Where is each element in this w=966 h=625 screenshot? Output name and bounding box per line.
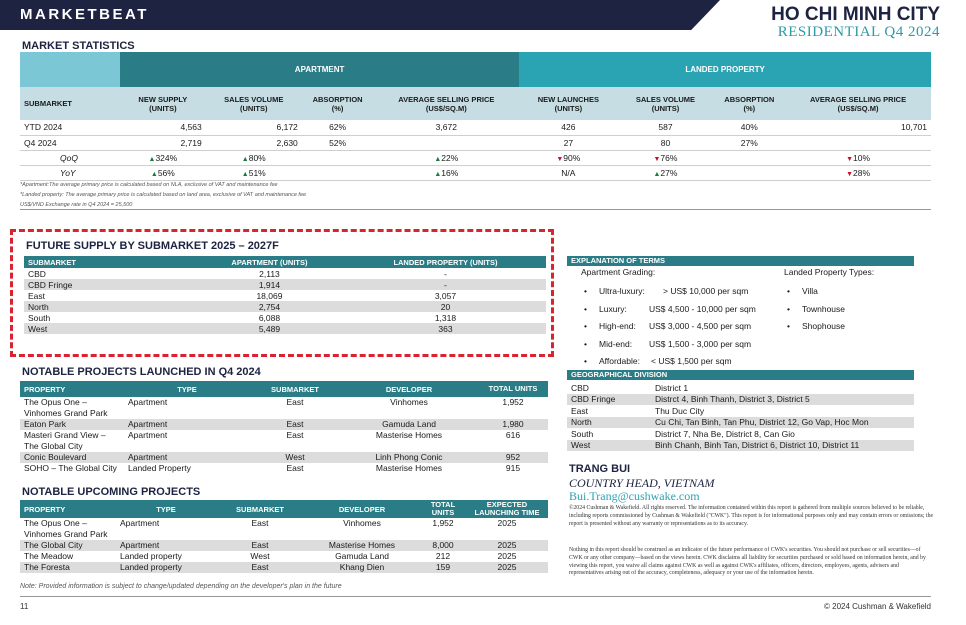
table-cell: East [286,397,304,407]
divider [20,209,931,210]
table-cell: 2025 [466,540,548,551]
city-title: HO CHI MINH CITY [771,4,940,25]
table-cell: Landed property [120,551,182,561]
landed-group-header: LANDED PROPERTY [519,52,931,87]
cell-value: 56% [157,167,175,178]
cell-value: 4,563 [180,122,202,133]
table-cell: West [24,323,194,334]
column-header: TOTAL UNITS [420,500,466,518]
table-row [24,323,546,334]
table-cell: CBD Fringe [24,279,194,290]
table-row [567,417,914,429]
table-cell [714,135,786,150]
apartment-grading-heading: Apartment Grading: [581,267,656,277]
grade-value: US$ 1,500 - 3,000 per sqm [649,338,752,349]
table-cell: The Foresta [20,562,116,573]
table-cell: East [571,405,589,416]
table-cell: Apartment [128,430,168,440]
table-cell [206,120,302,135]
table-cell: CBD Fringe [567,394,651,406]
column-header: EXPECTED LAUNCHING TIME [466,500,548,518]
table-cell: CBD [571,382,589,393]
table-row [24,279,546,290]
table-cell: 2025 [466,562,548,573]
table-cell: East [286,463,304,473]
column-header: PROPERTY [20,381,124,397]
table-cell: South [28,312,51,323]
table-cell [519,120,617,135]
table-cell [785,150,931,165]
table-row [24,312,546,323]
table-cell: 2025 [497,551,517,561]
arrow-down-icon: ▼ [653,155,661,163]
column-header: LANDED PROPERTY (UNITS) [345,256,546,268]
bullet-icon: • [787,303,790,314]
table-cell: District 7, Nha Be, District 8, Can Gio [655,428,795,439]
table-row [24,290,546,301]
grade-value: US$ 3,000 - 4,500 per sqm [649,321,752,331]
table-row [24,301,546,312]
table-row [567,394,914,406]
contact-name: TRANG BUI [569,463,631,475]
cell-value: 52% [329,137,347,148]
table-cell: 952 [478,452,548,463]
cell-value: 27% [740,137,758,148]
table-cell: Apartment [124,452,250,463]
column-header: AVERAGE SELLING PRICE (US$/SQ.M) [373,87,519,120]
table-cell: West [250,452,340,463]
bullet-icon: • [787,286,790,296]
table-cell: 1,980 [478,419,548,430]
cell-value: 62% [329,122,347,133]
apartment-group-header: APARTMENT [120,52,519,87]
table-cell: Eaton Park [20,419,124,430]
table-cell: Gamuda Land [335,551,389,561]
table-cell [617,165,713,180]
table-cell: - [345,279,546,290]
terms-title: EXPLANATION OF TERMS [567,256,914,266]
table-cell: - [444,268,447,279]
bullet-icon: • [584,286,587,296]
arrow-up-icon: ▲ [148,155,156,163]
launched-projects-table [20,381,548,474]
table-cell: Gamuda Land [340,419,478,430]
table-cell: Masteri Grand View – The Global City [24,430,106,451]
future-supply-title: FUTURE SUPPLY BY SUBMARKET 2025 – 2027F [26,240,279,252]
column-header: ABSORPTION (%) [714,87,786,120]
contact-email-link[interactable]: Bui.Trang@cushwake.com [569,489,700,503]
table-cell: 159 [420,562,466,573]
table-cell: Landed property [116,562,216,573]
market-statistics-table [20,52,931,181]
grade-name: Ultra-luxury: [599,286,645,296]
table-cell [302,150,374,165]
column-header: SALES VOLUME (UNITS) [206,87,302,120]
column-header: SUBMARKET [24,256,194,268]
table-row [20,518,548,540]
row-label: Q4 2024 [20,135,120,150]
geo-title: GEOGRAPHICAL DIVISION [567,370,914,380]
table-cell [785,120,931,135]
bullet-icon: • [584,303,587,314]
bullet-icon: • [584,321,587,331]
cell-value: 587 [658,122,673,133]
table-cell: The Opus One – Vinhomes Grand Park [24,397,108,418]
grade-value: US$ 4,500 - 10,000 per sqm [649,303,756,314]
table-cell: 8,000 [420,540,466,551]
grade-value: < US$ 1,500 per sqm [651,356,732,366]
table-row [24,268,546,279]
column-header: DEVELOPER [304,500,420,518]
arrow-up-icon: ▲ [434,170,442,178]
table-cell [785,135,931,150]
table-cell [617,120,713,135]
table-cell: North [567,417,651,429]
cell-value: 6,172 [276,122,298,133]
disclaimer-paragraph: Nothing in this report should be construed as an indicator of the future performance of CWK's securities. You should not purchase or sell securities—of CWK or any other company—based on the views herein. CWK disclaims all liability for securities purchased or sold based on information herein, and by viewing this report, you waive all claims against CWK as well as against CWK's affiliates, officers, directors, employees, agents, advisers and representatives arising out of the accuracy, completeness, adequacy or your use of the information herein. [569,547,926,577]
table-cell: Masterise Homes [375,430,443,440]
table-row [567,382,914,394]
grade-name: Affordable: [599,356,640,366]
table-cell [206,150,302,165]
table-cell [373,150,519,165]
contact-title: COUNTRY HEAD, VIETNAM [569,476,715,490]
table-cell: Cu Chi, Tan Binh, Tan Phu, District 12, Go Vap, Hoc Mon [651,417,914,429]
table-cell: Linh Phong Conic [340,452,478,463]
table-cell [206,165,302,180]
table-row [20,452,548,463]
arrow-down-icon: ▼ [556,155,564,163]
table-cell: East [250,419,340,430]
table-cell: West [250,551,270,561]
table-cell [617,135,713,150]
table-cell: 2,113 [259,268,280,279]
table-cell: The Opus One – Vinhomes Grand Park [24,518,108,539]
table-row [20,463,548,474]
table-cell: Apartment [124,419,250,430]
report-title: RESIDENTIAL Q4 2024 [777,24,940,40]
bullet-icon: • [787,321,790,331]
landed-type: Villa [802,286,818,296]
table-cell [120,150,206,165]
table-cell [519,150,617,165]
table-cell: 1,952 [432,518,454,528]
cell-value: 3,672 [435,122,457,133]
table-cell: 212 [435,551,451,561]
table-cell: Khang Dien [304,562,420,573]
cell-value: 40% [740,122,758,133]
grade-name: Mid-end: [599,338,633,349]
table-cell: 1,914 [194,279,345,290]
cell-value: 2,719 [180,137,202,148]
grade-name: High-end: [599,321,636,331]
note-line: *Apartment:The average primary price is calculated based on NLA, exclusive of VAT and maintenance fee [20,182,278,188]
table-cell: 363 [345,323,546,334]
upcoming-title: NOTABLE UPCOMING PROJECTS [22,486,201,498]
market-statistics-title: MARKET STATISTICS [22,40,135,52]
arrow-up-icon: ▲ [150,170,158,178]
table-cell [302,120,374,135]
cell-value: 80% [248,152,266,163]
column-header: AVERAGE SELLING PRICE (US$/SQ.M) [785,87,931,120]
arrow-up-icon: ▲ [434,155,442,163]
grade-value: > US$ 10,000 per sqm [663,286,749,296]
landed-type: Townhouse [802,303,846,314]
table-cell [617,150,713,165]
row-label: QoQ [20,150,120,165]
table-row [567,440,914,452]
column-header: TYPE [124,381,250,397]
table-cell: Binh Chanh, Binh Tan, District 6, District 10, District 11 [651,440,914,452]
table-cell: 915 [505,463,521,473]
table-cell: CBD [28,268,46,279]
column-header: DEVELOPER [340,381,478,397]
table-cell: 6,088 [258,312,281,323]
table-cell: 616 [505,430,521,440]
table-cell [120,120,206,135]
arrow-down-icon: ▼ [846,170,853,178]
table-cell: Masterise Homes [304,540,420,551]
blank-group-cell [20,52,120,87]
column-header: TOTAL UNITS [478,381,548,397]
arrow-up-icon: ▲ [241,155,249,163]
table-cell: Masterise Homes [375,463,443,473]
table-row [567,405,914,417]
table-cell [373,135,519,150]
footer-note: Note: Provided information is subject to change/updated depending on the developer's plan in the future [20,583,342,590]
cell-value: N/A [561,167,576,178]
column-header-row [20,87,931,120]
cell-value: 426 [561,122,576,133]
grade-name: Luxury: [599,303,627,314]
table-row [20,135,931,150]
table-cell: 3,057 [434,290,457,301]
table-cell: North [24,301,194,312]
table-cell: 2025 [497,518,517,528]
cell-value: 27% [660,167,678,178]
geo-division-table [567,382,914,451]
column-header: NEW SUPPLY (UNITS) [120,87,206,120]
table-cell: SOHO – The Global City [24,463,117,473]
table-row [20,562,548,573]
copyright: © 2024 Cushman & Wakefield [824,602,931,611]
table-cell: 5,489 [194,323,345,334]
row-label: YTD 2024 [20,120,120,135]
table-row [20,430,548,452]
table-cell: East [216,540,304,551]
table-cell: 1,318 [434,312,457,323]
column-header: PROPERTY [20,500,116,518]
table-cell [373,165,519,180]
column-header: ABSORPTION (%) [302,87,374,120]
cell-value: 10,701 [901,122,927,133]
landed-types-heading: Landed Property Types: [784,267,875,277]
column-header: SALES VOLUME (UNITS) [617,87,713,120]
disclaimer-paragraph: ©2024 Cushman & Wakefield. All rights reserved. The information contained within this report is gathered from multiple sources believed to be reliable, including reports commissioned by Cushman & Wakefield ("CWK"). This report is for informational purposes only and may contain errors or omissions; the report is presented without any warranty or representations as to its accuracy. [569,505,934,527]
column-header: TYPE [116,500,216,518]
footer-divider [20,596,931,597]
group-header-row [20,52,931,87]
arrow-up-icon: ▲ [241,170,249,178]
table-row [20,540,548,551]
upcoming-projects-table [20,500,548,573]
future-supply-table [24,256,546,334]
table-cell: Landed Property [128,463,191,473]
cell-value: 51% [248,167,266,178]
cell-value: 10% [853,152,871,163]
table-cell: The Global City [20,540,116,551]
table-row [567,428,914,440]
page-number: 11 [20,602,29,611]
table-cell [373,120,519,135]
table-cell [302,165,374,180]
table-cell [785,165,931,180]
table-row [20,397,548,419]
cell-value: 2,630 [276,137,298,148]
note-line: *Landed property: The average primary price is calculated based on land area, exclusive of VAT and maintenance fee [20,192,307,198]
table-cell: 20 [345,301,546,312]
market-notes [20,180,306,210]
cell-value: 27 [563,137,574,148]
cell-value: 324% [155,152,178,163]
cell-value: 80 [660,137,671,148]
table-row [20,120,931,135]
table-cell: West [567,440,651,452]
row-label: YoY [20,165,120,180]
table-cell [714,150,786,165]
table-cell [714,120,786,135]
table-cell: 18,069 [256,290,283,301]
table-cell: Distrct 4, Binh Thanh, District 3, District 5 [651,394,914,406]
bullet-icon: • [584,338,587,349]
table-cell: Conic Boulevard [20,452,124,463]
table-cell: 2,754 [194,301,345,312]
landed-type: Shophouse [802,321,846,331]
column-header: SUBMARKET [20,87,120,120]
table-cell: East [251,518,269,528]
table-row [20,551,548,562]
table-cell: Thu Duc City [655,405,705,416]
column-header: SUBMARKET [216,500,304,518]
brand-logo-text: MARKETBEAT [20,6,149,23]
table-cell: Apartment [116,540,216,551]
table-cell [714,165,786,180]
cell-value: 22% [441,152,459,163]
table-cell [120,135,206,150]
table-cell: Apartment [120,518,160,528]
table-cell [519,135,617,150]
table-cell: East [216,562,304,573]
table-cell: Vinhomes [343,518,381,528]
table-cell [519,165,617,180]
table-cell [120,165,206,180]
table-cell: District 1 [655,382,689,393]
cell-value: 16% [441,167,459,178]
note-line: US$/VND Exchange rate in Q4 2024 = 25,500 [20,202,133,208]
cell-value: 90% [563,152,581,163]
column-header: NEW LAUNCHES (UNITS) [519,87,617,120]
table-cell: The Meadow [24,551,74,561]
column-header: SUBMARKET [250,381,340,397]
arrow-down-icon: ▼ [846,155,853,163]
table-cell: East [28,290,46,301]
column-header: APARTMENT (UNITS) [194,256,345,268]
table-cell [206,135,302,150]
table-cell: Vinhomes [390,397,428,407]
cell-value: 76% [660,152,678,163]
table-cell [302,135,374,150]
table-cell: South [571,428,594,439]
cell-value: 28% [853,167,871,178]
table-cell: Apartment [128,397,168,407]
launched-title: NOTABLE PROJECTS LAUNCHED IN Q4 2024 [22,366,261,378]
table-row [20,150,931,165]
table-cell: 1,952 [502,397,524,407]
bullet-icon: • [584,356,587,366]
table-cell: East [286,430,304,440]
arrow-up-icon: ▲ [653,170,661,178]
table-row [20,419,548,430]
table-row [20,165,931,180]
